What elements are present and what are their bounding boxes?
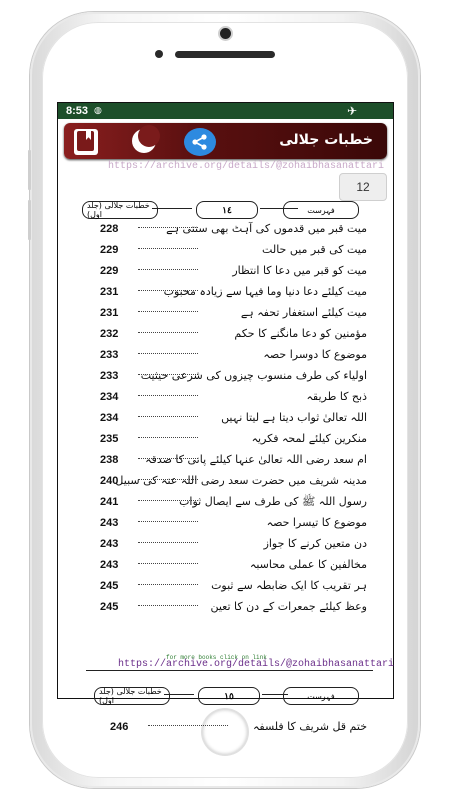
header-section-title: فہرست xyxy=(283,201,359,219)
toc-page-number: 243 xyxy=(100,517,119,529)
toc-entry-title: میت قبر میں قدموں کی آہٹ بھی سنتی ہے xyxy=(166,222,367,235)
toc-row[interactable] xyxy=(58,431,393,451)
toc-page-number: 232 xyxy=(100,328,119,340)
phone-volume-button xyxy=(28,200,31,240)
toc-page-number: 229 xyxy=(100,244,119,256)
toc-row[interactable] xyxy=(58,368,393,388)
toc-entry-title: دن متعین کرنے کا جواز xyxy=(263,537,367,550)
toc-entry-title: ختم قل شریف کا فلسفہ xyxy=(252,720,367,733)
toc-row[interactable] xyxy=(58,305,393,325)
share-icon[interactable] xyxy=(184,128,216,156)
toc-row[interactable] xyxy=(58,452,393,472)
toc-entry-title: ام سعد رضی اللہ تعالیٰ عنہا کیلئے پانی کا صدقہ xyxy=(145,453,367,466)
toc-leader xyxy=(138,605,198,606)
toc-entry-title: مخالفین کا عملی محاسبہ xyxy=(249,558,367,571)
book-page[interactable] xyxy=(58,161,395,733)
toc-row[interactable] xyxy=(58,557,393,577)
toc-entry-title: مؤمنین کو دعا مانگنے کا حکم xyxy=(234,327,367,340)
toc-row[interactable] xyxy=(58,578,393,598)
toc-entry-title: منکرین کیلئے لمحہ فکریہ xyxy=(251,432,367,445)
toc-leader xyxy=(138,332,198,333)
toc-row[interactable] xyxy=(58,719,393,739)
book-icon[interactable] xyxy=(74,129,98,155)
moon-icon[interactable] xyxy=(128,125,160,157)
toc-row[interactable] xyxy=(58,410,393,430)
page-header-next xyxy=(88,687,363,709)
toc-page-number: 246 xyxy=(110,721,129,733)
app-screen xyxy=(57,102,395,733)
toc-leader xyxy=(138,353,198,354)
earpiece-speaker xyxy=(175,51,275,58)
toc-page-number: 229 xyxy=(100,265,119,277)
toc-entry-title: اللہ تعالیٰ ثواب دیتا ہے لیتا نہیں xyxy=(221,411,367,424)
toc-page-number: 233 xyxy=(100,349,119,361)
status-time: 8:53 xyxy=(66,105,89,117)
app-title: خطبات جلالی xyxy=(279,132,373,148)
toc-entry-title: وعظ کیلئے جمعرات کے دن کا تعین xyxy=(210,600,367,613)
url-watermark-top: https://archive.org/details/@zohaibhasanattari xyxy=(108,161,385,172)
toc-page-number: 234 xyxy=(100,391,119,403)
toc-leader xyxy=(138,584,198,585)
page-header xyxy=(76,201,363,223)
page-break-line xyxy=(86,670,373,671)
toc-row[interactable] xyxy=(58,389,393,409)
toc-entry-title: رسول اللہ ﷺ کی طرف سے ایصال ثواب xyxy=(179,495,367,508)
toc-page-number: 245 xyxy=(100,601,119,613)
toc-page-number: 234 xyxy=(100,412,119,424)
toolbar xyxy=(58,119,393,165)
toc-entry-title: اولیاء کی طرف منسوب چیزوں کی شرعی حیثیت xyxy=(140,369,367,382)
status-bar xyxy=(58,103,393,119)
toc-row[interactable] xyxy=(58,284,393,304)
toc-page-number: 228 xyxy=(100,223,119,235)
toc-page-number: 233 xyxy=(100,370,119,382)
toc-leader xyxy=(138,542,198,543)
toc-entry-title: میت کیلئے دعا دنیا وما فیہا سے زیادہ محبوب xyxy=(163,285,367,298)
toc-page-number: 243 xyxy=(100,538,119,550)
airplane-mode-icon: ✈ xyxy=(346,104,357,118)
toc-entry-title: میت کیلئے استغفار تحفہ ہے xyxy=(240,306,367,319)
toc-page-number: 241 xyxy=(100,496,119,508)
front-camera xyxy=(220,28,231,39)
toc-leader xyxy=(138,437,198,438)
header-page-number: ١٥ xyxy=(198,687,260,705)
toc-entry-title: میت کو قبر میں دعا کا انتظار xyxy=(232,264,367,277)
toc-page-number: 245 xyxy=(100,580,119,592)
toc-entry-title: ہر تقریب کا ایک ضابطہ سے ثبوت xyxy=(211,579,367,592)
toc-entry-title: مدینہ شریف میں حضرت سعد رضی اللہ عنہ کی سبیل xyxy=(115,474,367,487)
toc-row[interactable] xyxy=(58,473,393,493)
app-bar xyxy=(64,123,387,159)
toc-row[interactable] xyxy=(58,263,393,283)
toc-entry-title: میت کی قبر میں حالت xyxy=(262,243,367,256)
toc-entry-title: موضوع کا تیسرا حصہ xyxy=(266,516,367,529)
page-number-indicator[interactable]: 12 xyxy=(339,173,387,201)
toc-page-number: 231 xyxy=(100,286,119,298)
toc-page-number: 243 xyxy=(100,559,119,571)
toc-leader xyxy=(138,395,198,396)
header-divider xyxy=(152,208,192,209)
toc-leader xyxy=(138,521,198,522)
toc-row[interactable] xyxy=(58,326,393,346)
toc-leader xyxy=(138,311,198,312)
toc-row[interactable] xyxy=(58,536,393,556)
toc-row[interactable] xyxy=(58,515,393,535)
header-book-title: خطبات جلالی (جلد اول) xyxy=(94,687,170,705)
toc-page-number: 231 xyxy=(100,307,119,319)
toc-row[interactable] xyxy=(58,221,393,241)
toc-entry-title: ذبح کا طریقہ xyxy=(306,390,367,403)
more-books-link[interactable]: for more books click on link xyxy=(166,654,267,661)
header-section-title: فہرست xyxy=(283,687,359,705)
phone-side-button xyxy=(28,150,31,190)
toc-row[interactable] xyxy=(58,494,393,514)
toc-page-number: 240 xyxy=(100,475,119,487)
toc-page-number: 238 xyxy=(100,454,119,466)
toc-page-number: 235 xyxy=(100,433,119,445)
toc-row[interactable] xyxy=(58,347,393,367)
toc-row[interactable] xyxy=(58,599,393,619)
toc-leader xyxy=(138,416,198,417)
header-page-number: ١٤ xyxy=(196,201,258,219)
toc-leader xyxy=(148,725,228,726)
proximity-sensor xyxy=(155,50,163,58)
header-book-title: خطبات جلالی (جلد اول) xyxy=(82,201,158,219)
toc-entry-title: موضوع کا دوسرا حصہ xyxy=(263,348,367,361)
toc-row[interactable] xyxy=(58,242,393,262)
header-divider xyxy=(164,694,194,695)
toc-leader xyxy=(138,248,198,249)
toc-leader xyxy=(138,563,198,564)
toc-leader xyxy=(138,269,198,270)
notification-icon: ◍ xyxy=(94,106,102,116)
url-watermark-bottom: https://archive.org/details/@zohaibhasanattari xyxy=(118,659,395,670)
